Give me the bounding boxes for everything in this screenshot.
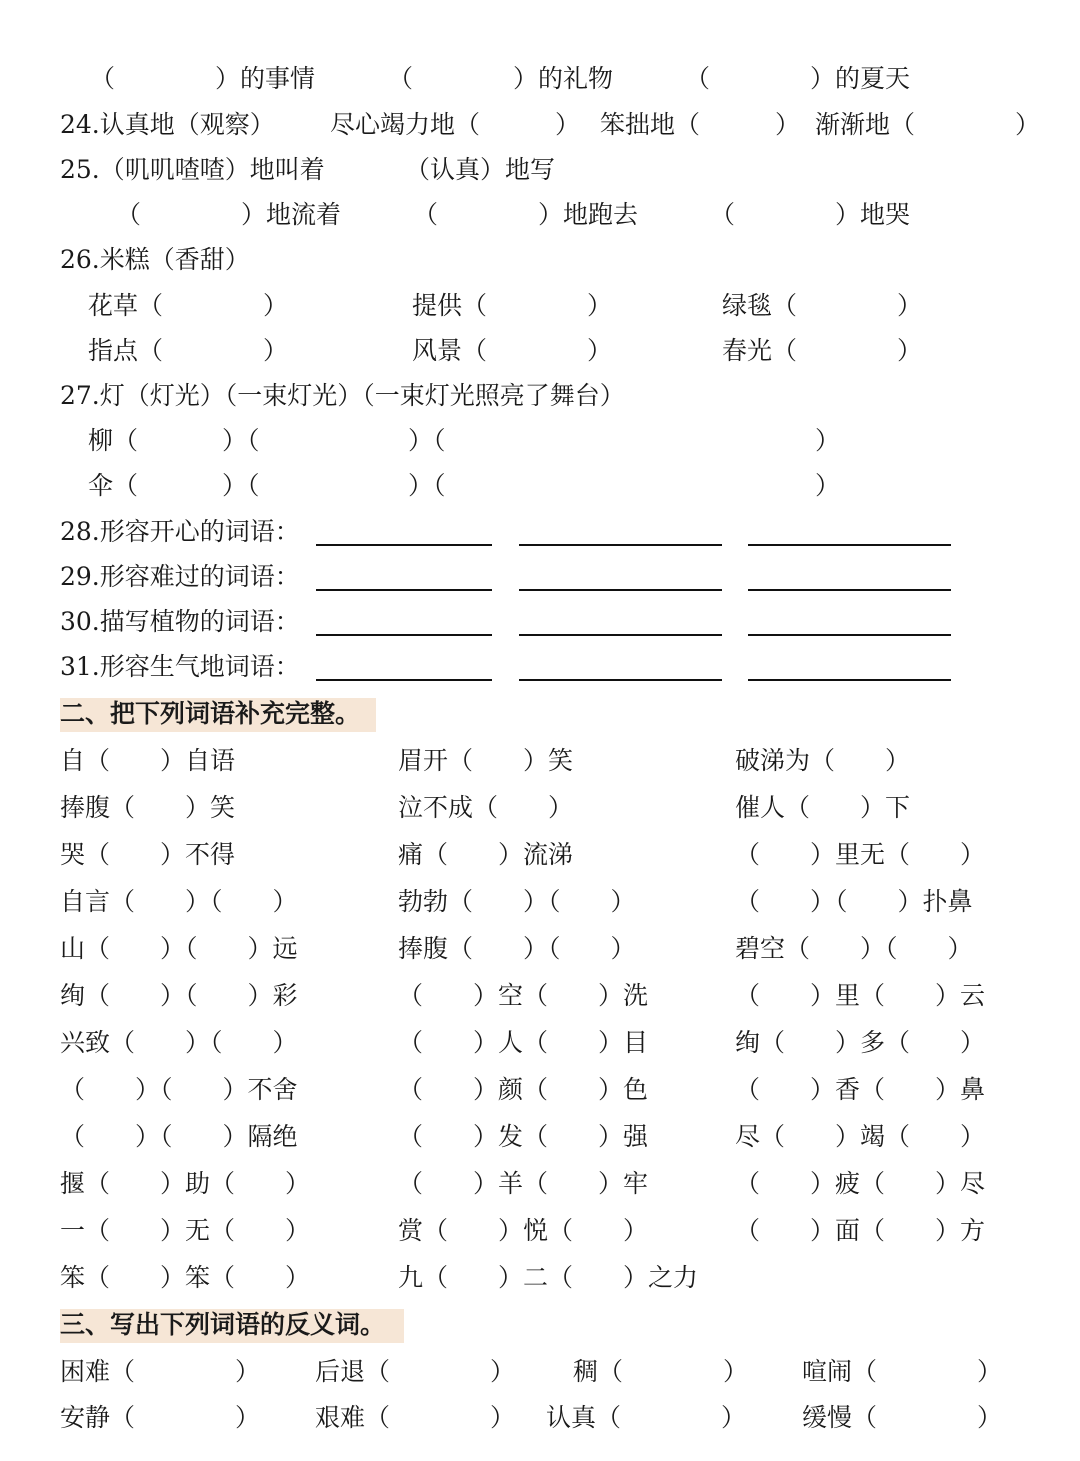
idiom-item: 绚（ ）（ ）彩 <box>60 981 298 1010</box>
idiom-row <box>0 1117 1080 1157</box>
answer-line <box>748 679 951 681</box>
idiom-row <box>0 1258 1080 1298</box>
fill-item: 风景（ ） <box>412 336 613 365</box>
answer-line <box>519 544 722 546</box>
answer-line <box>748 634 951 636</box>
fill-item: 25.（叽叽喳喳）地叫着 <box>60 155 325 184</box>
question-label: 30.描写植物的词语： <box>60 607 300 636</box>
idiom-item: 碧空（ ）（ ） <box>735 934 973 963</box>
antonym-item: 艰难（ ） <box>315 1403 516 1432</box>
fill-item: （ ）的礼物 <box>388 64 614 93</box>
idiom-item: 勃勃（ ）（ ） <box>398 887 636 916</box>
fill-item: ）（ <box>222 426 260 455</box>
section-2-heading <box>60 694 360 734</box>
fill-item: 笨拙地（ ） <box>600 110 801 139</box>
antonym-row <box>0 1398 1080 1438</box>
idiom-item: （ ）香（ ）鼻 <box>735 1075 986 1104</box>
idiom-row <box>0 929 1080 969</box>
idiom-item: （ ）空（ ）洗 <box>398 981 649 1010</box>
idiom-item: （ ）人（ ）目 <box>398 1028 649 1057</box>
idiom-item: 捧腹（ ）笑 <box>60 793 236 822</box>
answer-line <box>316 679 492 681</box>
idiom-item: 兴致（ ）（ ） <box>60 1028 298 1057</box>
fill-item: 柳（ <box>88 426 139 455</box>
fill-item: 春光（ ） <box>722 336 923 365</box>
fill-item: 指点（ ） <box>88 336 289 365</box>
idiom-item: 笨（ ）笨（ ） <box>60 1263 311 1292</box>
idiom-item: 催人（ ）下 <box>735 793 911 822</box>
fill-item: （ ）地流着 <box>116 200 342 229</box>
fill-item: ）（ <box>408 471 446 500</box>
idiom-row <box>0 976 1080 1016</box>
fill-item: （认真）地写 <box>405 155 556 184</box>
question-25 <box>0 150 1080 190</box>
antonym-item: 困难（ ） <box>60 1357 261 1386</box>
section-3-title: 三、写出下列词语的反义词。 <box>60 1310 386 1339</box>
idiom-item: 一（ ）无（ ） <box>60 1216 311 1245</box>
idiom-item: 哭（ ）不得 <box>60 840 236 869</box>
question-label: 29.形容难过的词语： <box>60 562 300 591</box>
antonym-item: 喧闹（ ） <box>802 1357 1003 1386</box>
question-27-row1 <box>0 421 1080 461</box>
question-28 <box>0 512 1080 552</box>
fill-item: （ ）的事情 <box>90 64 316 93</box>
fill-item: ） <box>815 426 841 455</box>
fill-row-objects <box>0 59 1080 99</box>
answer-line <box>316 634 492 636</box>
fill-item: （ ）的夏天 <box>685 64 911 93</box>
idiom-row <box>0 1211 1080 1251</box>
idiom-item: 揠（ ）助（ ） <box>60 1169 311 1198</box>
idiom-row <box>0 741 1080 781</box>
idiom-row <box>0 788 1080 828</box>
question-label: 31.形容生气地词语： <box>60 652 300 681</box>
question-26-row1 <box>0 286 1080 326</box>
section-3-heading <box>60 1305 385 1345</box>
question-31 <box>0 647 1080 687</box>
answer-line <box>519 589 722 591</box>
fill-item: 27.灯（灯光）（一束灯光）（一束灯光照亮了舞台） <box>60 381 625 410</box>
antonym-item: 认真（ ） <box>546 1403 747 1432</box>
answer-line <box>316 589 492 591</box>
answer-line <box>748 589 951 591</box>
question-30 <box>0 602 1080 642</box>
idiom-item: 泣不成（ ） <box>398 793 574 822</box>
fill-item: 绿毯（ ） <box>722 291 923 320</box>
idiom-row <box>0 1164 1080 1204</box>
question-27 <box>0 376 1080 416</box>
question-27-row2 <box>0 466 1080 506</box>
idiom-item: 自（ ）自语 <box>60 746 236 775</box>
idiom-item: （ ）发（ ）强 <box>398 1122 649 1151</box>
idiom-item: （ ）面（ ）方 <box>735 1216 986 1245</box>
idiom-item: （ ）里（ ）云 <box>735 981 986 1010</box>
idiom-row <box>0 882 1080 922</box>
idiom-item: （ ）（ ）不舍 <box>60 1075 298 1104</box>
idiom-item: （ ）（ ）扑鼻 <box>735 887 973 916</box>
idiom-row <box>0 1070 1080 1110</box>
question-26-row2 <box>0 331 1080 371</box>
antonym-item: 安静（ ） <box>60 1403 261 1432</box>
idiom-row <box>0 835 1080 875</box>
idiom-item: 破涕为（ ） <box>735 746 911 775</box>
fill-item: 伞（ <box>88 471 139 500</box>
answer-line <box>748 544 951 546</box>
idiom-item: （ ）里无（ ） <box>735 840 986 869</box>
idiom-item: 自言（ ）（ ） <box>60 887 298 916</box>
idiom-item: 绚（ ）多（ ） <box>735 1028 986 1057</box>
idiom-item: （ ）（ ）隔绝 <box>60 1122 298 1151</box>
idiom-item: 痛（ ）流涕 <box>398 840 574 869</box>
fill-item: （ ）地哭 <box>710 200 911 229</box>
question-label: 28.形容开心的词语： <box>60 517 300 546</box>
idiom-item: 眉开（ ）笑 <box>398 746 574 775</box>
question-25-blanks <box>0 195 1080 235</box>
idiom-row <box>0 1023 1080 1063</box>
fill-item: 渐渐地（ ） <box>815 110 1041 139</box>
idiom-item: （ ）颜（ ）色 <box>398 1075 649 1104</box>
idiom-item: （ ）疲（ ）尽 <box>735 1169 986 1198</box>
fill-item: 26.米糕（香甜） <box>60 245 250 274</box>
answer-line <box>519 634 722 636</box>
question-29 <box>0 557 1080 597</box>
antonym-row <box>0 1352 1080 1392</box>
answer-line <box>519 679 722 681</box>
fill-item: ） <box>815 471 841 500</box>
antonym-item: 缓慢（ ） <box>802 1403 1003 1432</box>
fill-item: （ ）地跑去 <box>413 200 639 229</box>
fill-item: 24.认真地（观察） <box>60 110 275 139</box>
fill-item: ）（ <box>222 471 260 500</box>
idiom-item: （ ）羊（ ）牢 <box>398 1169 649 1198</box>
answer-line <box>316 544 492 546</box>
idiom-item: 尽（ ）竭（ ） <box>735 1122 986 1151</box>
fill-item: 花草（ ） <box>88 291 289 320</box>
idiom-item: 捧腹（ ）（ ） <box>398 934 636 963</box>
idiom-item: 赏（ ）悦（ ） <box>398 1216 649 1245</box>
question-24 <box>0 105 1080 145</box>
fill-item: ）（ <box>408 426 446 455</box>
antonym-item: 后退（ ） <box>315 1357 516 1386</box>
question-26 <box>0 240 1080 280</box>
antonym-item: 稠（ ） <box>573 1357 749 1386</box>
idiom-item: 九（ ）二（ ）之力 <box>398 1263 699 1292</box>
section-2-title: 二、把下列词语补充完整。 <box>60 699 361 728</box>
fill-item: 尽心竭力地（ ） <box>330 110 581 139</box>
idiom-item: 山（ ）（ ）远 <box>60 934 298 963</box>
fill-item: 提供（ ） <box>412 291 613 320</box>
